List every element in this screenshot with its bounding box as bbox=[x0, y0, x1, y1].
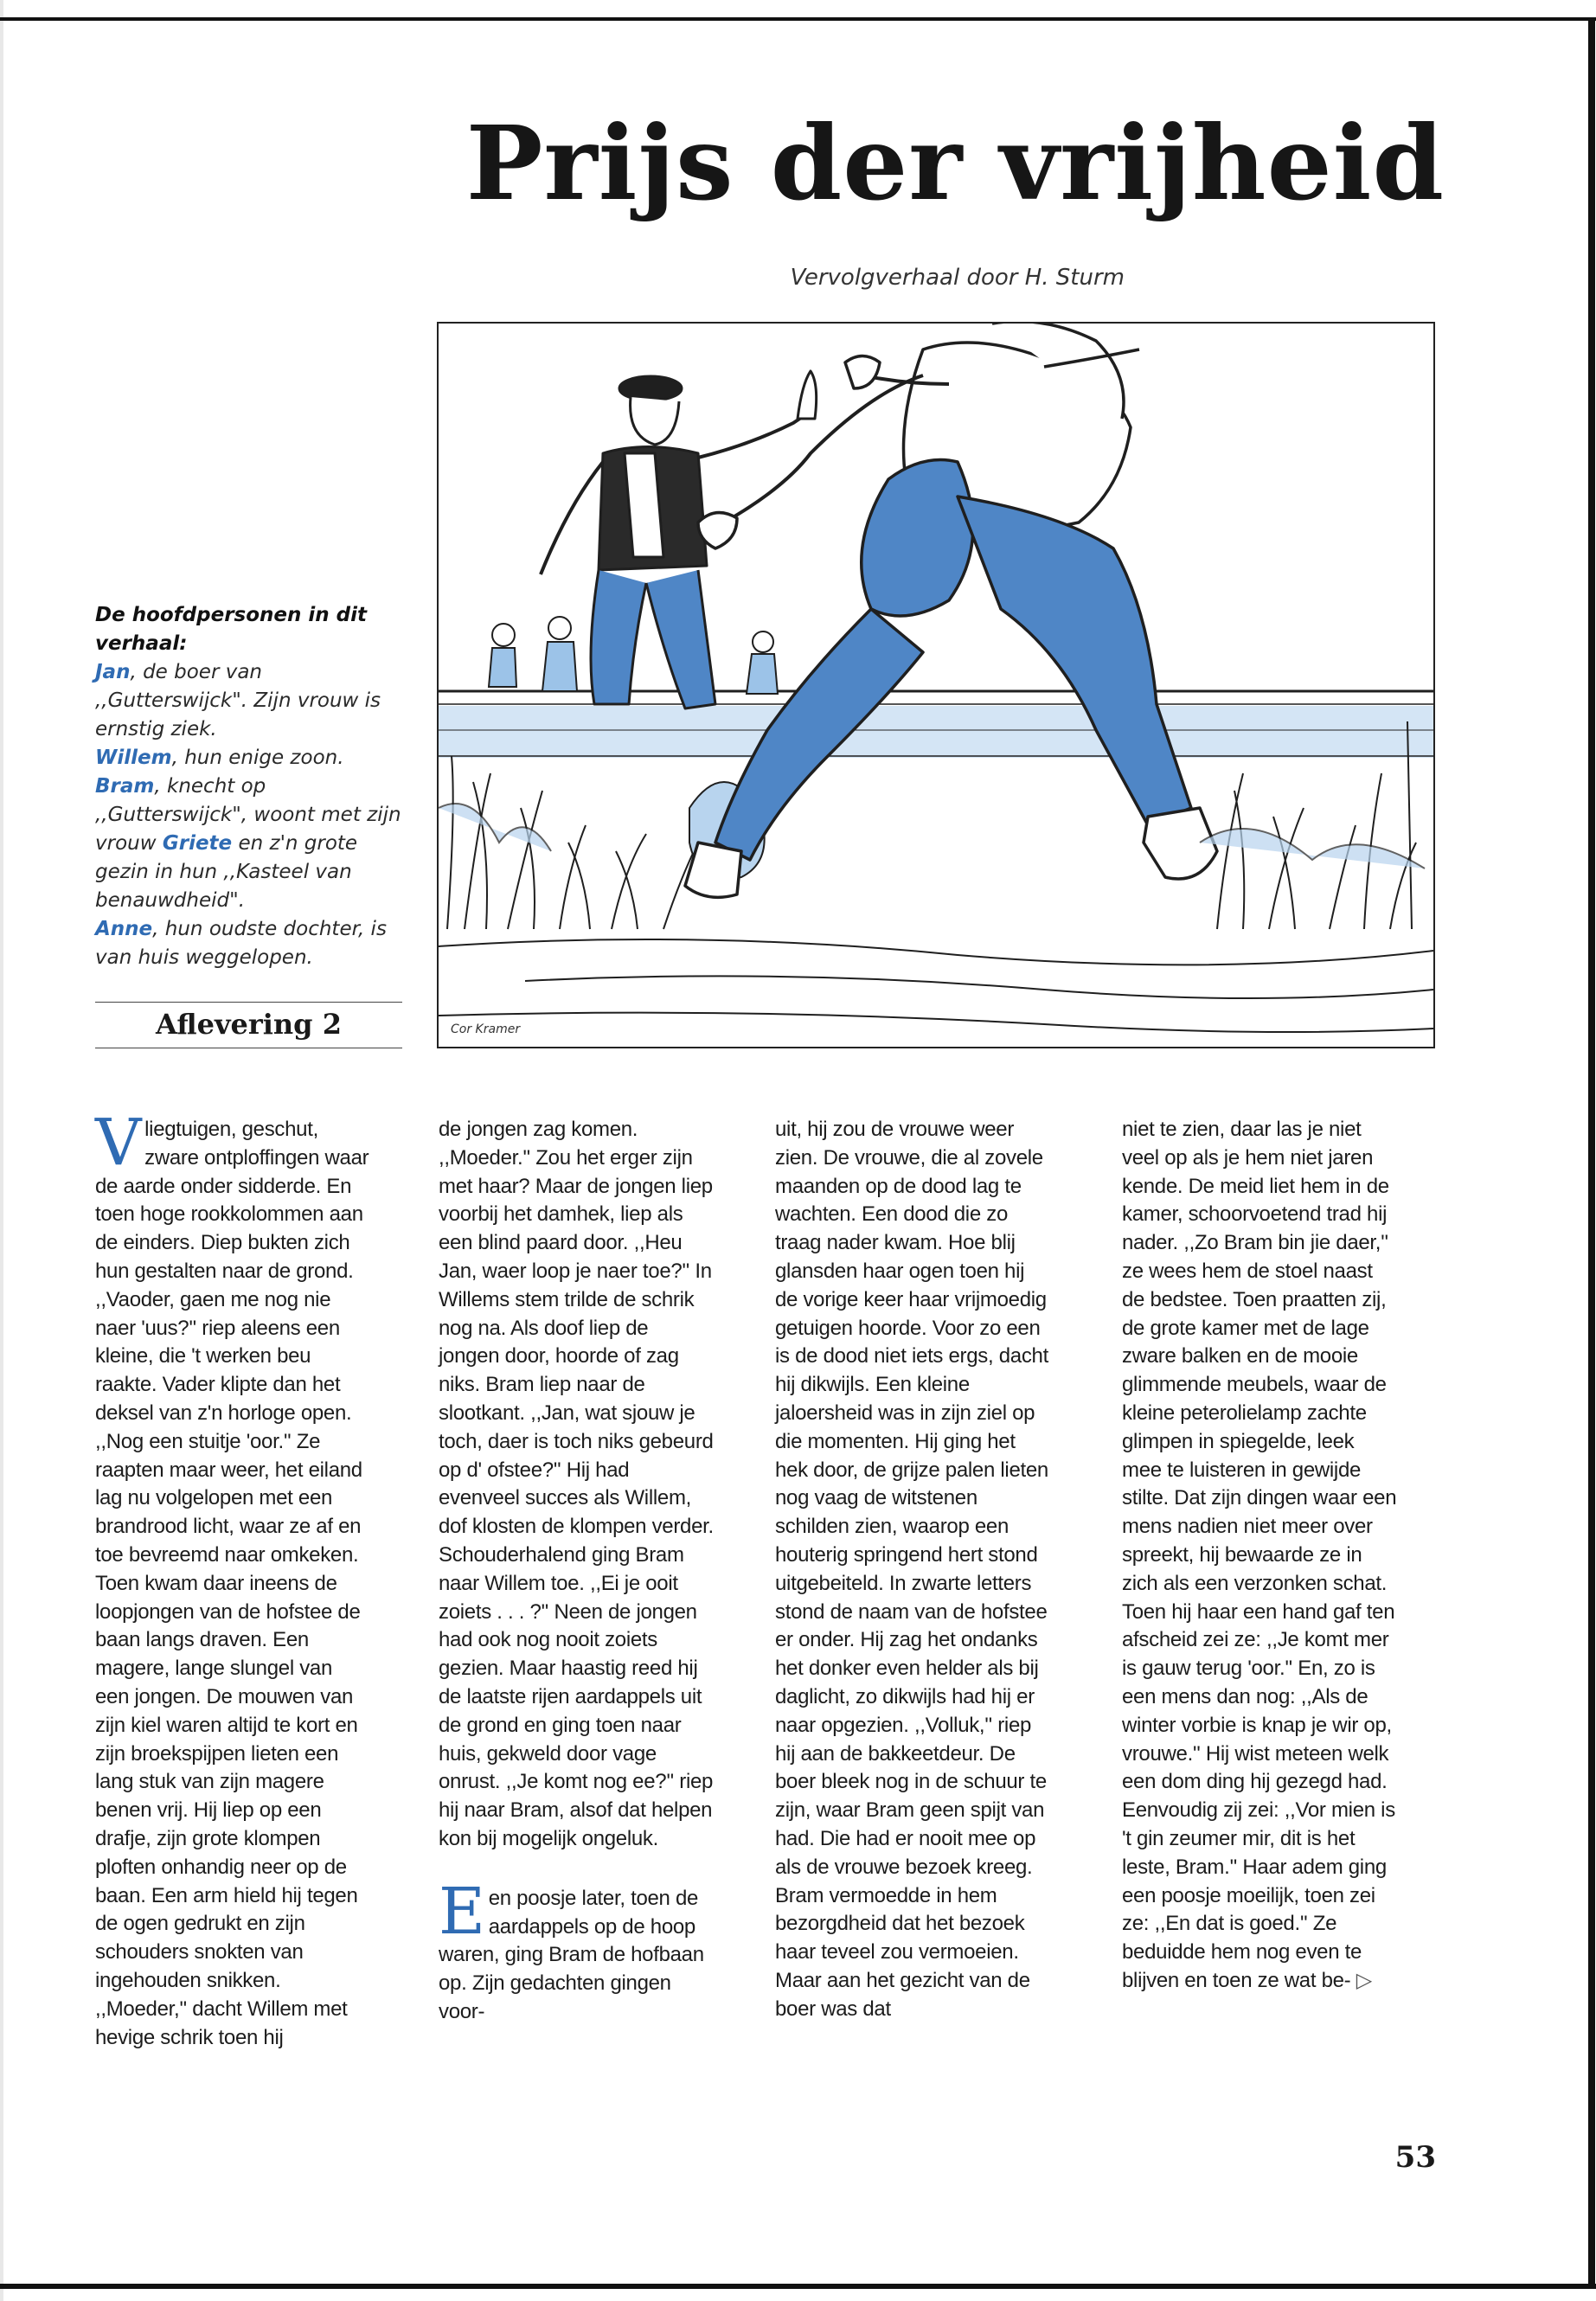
page-title: Prijs der vrijheid bbox=[465, 103, 1445, 223]
page-number: 53 bbox=[1394, 2140, 1436, 2175]
scan-edge bbox=[0, 0, 3, 2301]
article-column-2 bbox=[439, 1116, 714, 2027]
character-name: Griete bbox=[162, 832, 233, 855]
story-illustration bbox=[437, 322, 1435, 1048]
article-text: uit, hij zou de vrouwe weer zien. De vrouwe, die al zovele maanden op de dood lag te wachten. Een dood die zo traag nader kwam. Hoe blij glansden haar ogen toen hij de vorige keer haar vrijmoedig getuigen hoorde. Voor zo een is de dood niet iets ergs, dacht hij dikwijls. Een kleine jaloersheid was in zijn ziel op die momenten. Hij ging het hek door, de grijze palen lieten nog vaag de witstenen schilden zien, waarop een houterig springend hert stond uitgebeiteld. In zwarte letters stond de naam van de hofstee er onder. Hij zag het ondanks het donker even helder als bij daglicht, zo dikwijls had hij er naar opgezien. ,,Volluk,'' riep hij aan de bakkeetdeur. De boer bleek nog in de schuur te zijn, waar Bram geen spijt van had. Die had er nooit mee op als de vrouwe bezoek kreeg. Bram vermoedde in hem bezorgdheid dat het bezoek haar teveel zou vermoeien. Maar aan het gezicht van de boer was dat bbox=[775, 1118, 1048, 2021]
character-description: en z'n grote gezin in hun ,,Kasteel van benauwdheid". bbox=[95, 832, 358, 912]
character-name: Jan bbox=[95, 661, 131, 683]
character-name: Anne bbox=[95, 918, 153, 940]
character-sidebar bbox=[95, 601, 407, 972]
top-border-rule bbox=[0, 17, 1596, 21]
right-border-rule bbox=[1588, 17, 1595, 2288]
byline: Vervolgverhaal door H. Sturm bbox=[790, 265, 1125, 291]
article-text: liegtuigen, geschut, zware ontploffingen waar de aarde onder sidderde. En toen hoge rookkolommen aan de einders. Diep bukten zich hun gestalten naar de grond. ,,Vaoder, gaen me nog nie naer 'uus?'' riep aleens een kleine, die 't werken beu raakte. Vader klipte dan het deksel van z'n horloge open. ,,Nog een stuitje 'oor.'' Ze raapten maar weer, het eiland lag nu volgelopen met een brandrood licht, waar ze af en toe bevreemd naar omkeken. Toen kwam daar ineens de loopjongen van de hofstee de baan langs draven. Een magere, lange slungel van een jongen. De mouwen van zijn kiel waren altijd te kort en zijn broekspijpen lieten een lang stuk van zijn magere benen vrij. Hij liep op een drafje, zijn grote klompen ploften onhandig neer op de baan. Een arm hield hij tegen de ogen gedrukt en zijn schouders snokten van ingehouden snikken. ,,Moeder,'' dacht Willem met hevige schrik toen hij bbox=[95, 1118, 369, 2049]
character-description: , hun oudste dochter, is van huis weggelopen. bbox=[95, 918, 387, 969]
drop-cap: V bbox=[95, 1106, 142, 1180]
character-entry bbox=[95, 744, 407, 772]
character-description: , de boer van ,,Gutterswijck". Zijn vrouw is ernstig ziek. bbox=[95, 661, 381, 740]
character-entry bbox=[95, 772, 407, 915]
character-name: Willem bbox=[95, 747, 172, 769]
artist-signature: Cor Kramer bbox=[451, 1022, 521, 1036]
article-text: en poosje later, toen de aardappels op de hoop waren, ging Bram de hofbaan op. Zijn gedachten gingen voor- bbox=[439, 1886, 704, 2023]
character-name: Bram bbox=[95, 775, 155, 798]
character-description: , hun enige zoon. bbox=[171, 747, 344, 769]
article-column-4 bbox=[1122, 1116, 1397, 1996]
illustration-farmer-and-boy-icon bbox=[439, 324, 1433, 1047]
character-description: , knecht op ,,Gutterswijck", woont met zijn vrouw bbox=[95, 775, 401, 855]
character-entry bbox=[95, 658, 407, 744]
continued-arrow-icon: ▷ bbox=[1356, 1968, 1372, 1992]
sidebar-heading: De hoofdpersonen in dit verhaal: bbox=[95, 604, 368, 655]
drop-cap: E bbox=[439, 1874, 485, 1949]
character-entry bbox=[95, 915, 407, 972]
article-column-1 bbox=[95, 1106, 370, 2052]
bottom-border-rule bbox=[0, 2284, 1596, 2289]
article-text: niet te zien, daar las je niet veel op als je hem niet jaren kende. De meid liet hem in de kamer, schoorvoetend trad hij nader. ,,Zo Bram bin jie daer,'' ze wees hem de stoel naast de bedstee. Toen praatten zij, de grote kamer met de lage zware balken en de mooie glimmende meubels, waar de kleine peterolielamp zachte glimpen in spiegelde, leek mee te luisteren in gewijde stilte. Dat zijn dingen waar een mens nadien niet meer over spreekt, hij bewaarde ze in zich als een verzonken schat. Toen hij haar een hand gaf ten afscheid zei ze: ,,Je komt mer is gauw terug 'oor.'' En, zo is een mens dan nog: ,,Als de winter vorbie is knap je wir op, vrouwe.'' Hij wist meteen welk een dom ding hij gezegd had. Eenvoudig zij zei: ,,Vor mien is 't gin zeumer mir, dit is het leste, Bram.'' Haar adem ging een poosje moeilijk, toen zei ze: ,,En dat is goed.'' Ze beduidde hem nog even te blijven en toen ze wat be- bbox=[1122, 1118, 1397, 1992]
article-column-3 bbox=[775, 1116, 1050, 2024]
episode-label: Aflevering 2 bbox=[95, 1002, 402, 1048]
article-text: de jongen zag komen. ,,Moeder.'' Zou het erger zijn met haar? Maar de jongen liep voorbij het damhek, liep als een blind paard door. ,,Heu Jan, waer loop je naer toe?'' In Willems stem trilde de schrik nog na. Als doof liep de jongen door, hoorde of zag niks. Bram liep naar de slootkant. ,,Jan, wat sjouw je toch, daer is toch niks gebeurd op d' ofstee?'' Hij had evenveel succes als Willem, dof klosten de klompen verder. Schouderhalend ging Bram naar Willem toe. ,,Ei je ooit zoiets . . . ?'' Neen de jongen had ook nog nooit zoiets gezien. Maar haastig reed hij de laatste rijen aardappels uit de grond en ging toen naar huis, gekweld door vage onrust. ,,Je komt nog ee?'' riep hij naar Bram, alsof dat helpen kon bij mogelijk ongeluk. bbox=[439, 1118, 714, 1850]
